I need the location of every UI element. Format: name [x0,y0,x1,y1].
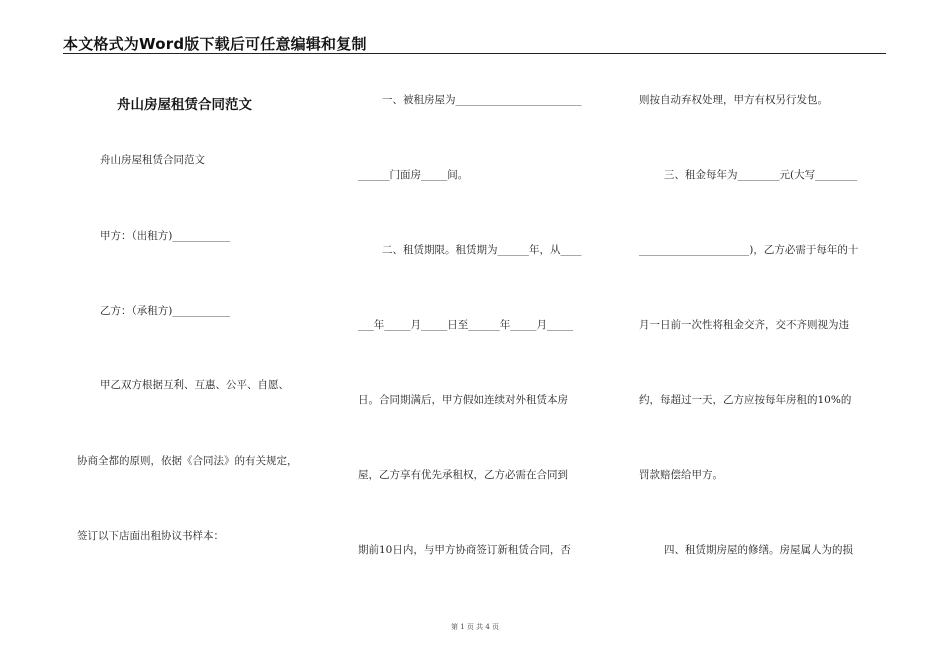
col1-line-3: 乙方：（承租方)___________ [100,305,231,317]
col3-line-6: 罚款赔偿给甲方。 [639,469,723,481]
col1-line-2: 甲方：（出租方)___________ [100,230,231,242]
col2-line-7: 期前10日内，与甲方协商签订新租赁合同，否 [358,544,571,556]
document-title: 舟山房屋租赁合同范文 [117,97,252,113]
col2-line-5: 日。合同期满后，甲方假如连续对外租赁本房 [358,394,568,406]
col3-line-3: _____________________)，乙方必需于每年的十 [639,244,859,256]
col3-line-1: 则按自动弃权处理，甲方有权另行发包。 [639,94,828,106]
page-number: 第 1 页 共 4 页 [450,623,500,631]
col1-line-6: 签订以下店面出租协议书样本： [77,530,224,542]
col1-line-5: 协商全都的原则，依据《合同法》的有关规定， [77,455,298,467]
col3-line-5: 约，每超过一天，乙方应按每年房租的10%的 [639,394,852,406]
col3-line-4: 月一日前一次性将租金交齐，交不齐则视为违 [639,319,849,331]
document-header: 本文格式为Word版下载后可任意编辑和复制 [63,35,367,53]
col2-line-1: 一、被租房屋为________________________ [382,94,582,106]
col2-line-4: ___年_____月_____日至______年_____月_____ [358,319,574,331]
header-divider [63,53,886,55]
col2-line-2: ______门面房_____间。 [358,169,469,181]
col3-line-7: 四、租赁期房屋的修缮。房屋属人为的损 [664,544,853,556]
col3-line-2: 三、租金每年为________元(大写________ [664,169,858,181]
col2-line-6: 屋，乙方享有优先承租权，乙方必需在合同到 [358,469,568,481]
col1-line-4: 甲乙双方根据互利、互惠、公平、自愿、 [100,379,289,391]
col2-line-3: 二、租赁期限。租赁期为______年，从____ [382,244,582,256]
col1-line-1: 舟山房屋租赁合同范文 [100,154,205,166]
